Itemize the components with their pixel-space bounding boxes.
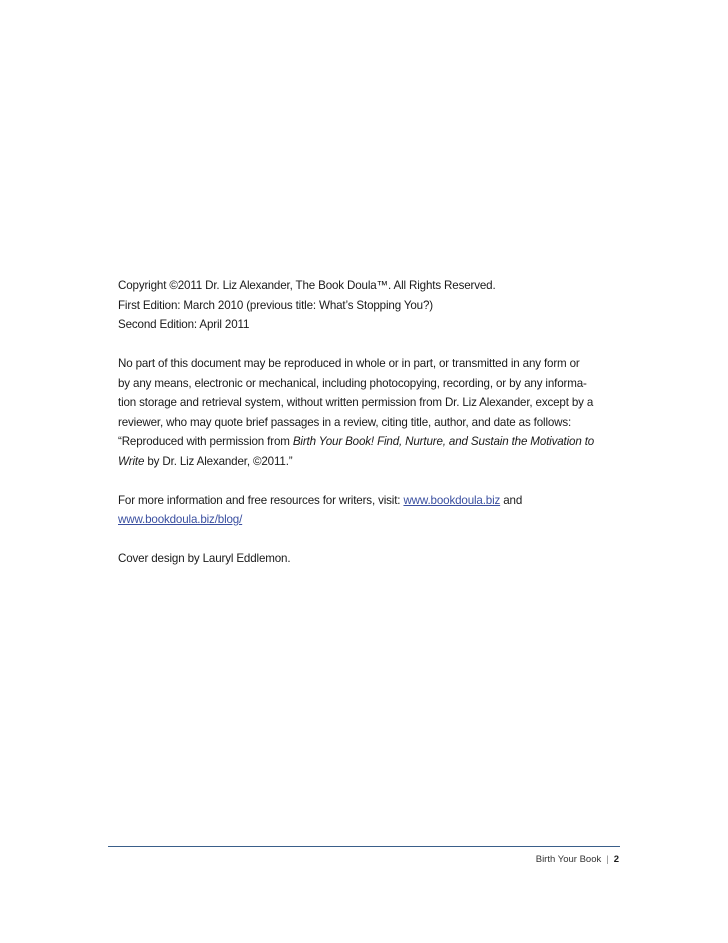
copyright-block — [118, 276, 618, 335]
footer-divider — [108, 846, 620, 847]
permission-line-6 — [118, 452, 618, 472]
more-info-middle: and — [500, 493, 523, 507]
copyright-line: Copyright ©2011 Dr. Liz Alexander, The Book Doula™. All Rights Reserved. — [118, 279, 496, 292]
page-footer — [536, 854, 619, 865]
more-info-line-1 — [118, 491, 618, 511]
page-body — [118, 276, 618, 569]
footer-book-title: Birth Your Book — [535, 854, 602, 865]
spacer — [118, 335, 618, 355]
citation-suffix: by Dr. Liz Alexander, ©2011.” — [144, 454, 293, 468]
permission-line-5 — [118, 432, 618, 452]
permission-line-2: by any means, electronic or mechanical, including photocopying, recording, or by any informa- — [118, 376, 587, 390]
website-link[interactable]: www.bookdoula.biz — [403, 493, 501, 507]
page-number: 2 — [613, 854, 619, 865]
cover-design-credit: Cover design by Lauryl Eddlemon. — [118, 552, 291, 565]
permission-block — [118, 354, 618, 471]
spacer — [118, 471, 618, 491]
book-title-italic-end: Write — [118, 454, 145, 468]
permission-line-4: reviewer, who may quote brief passages in a review, citing title, author, and date as follows: — [118, 415, 572, 429]
spacer — [118, 530, 618, 550]
blog-link[interactable]: www.bookdoula.biz/blog/ — [118, 513, 243, 526]
permission-line-3: tion storage and retrieval system, without written permission from Dr. Liz Alexander, except by a — [118, 396, 594, 409]
permission-line-1: No part of this document may be reproduced in whole or in part, or transmitted in any form or — [118, 357, 580, 370]
book-title-italic: Birth Your Book! Find, Nurture, and Sustain the Motivation to — [292, 435, 595, 448]
more-info-line-2 — [118, 510, 618, 530]
citation-prefix: “Reproduced with permission from — [118, 435, 293, 448]
more-info-prefix: For more information and free resources for writers, visit: — [118, 493, 404, 507]
more-info-block — [118, 491, 618, 530]
second-edition-line: Second Edition: April 2011 — [118, 318, 250, 331]
footer-separator: | — [606, 854, 609, 865]
first-edition-line: First Edition: March 2010 (previous title: What’s Stopping You?) — [118, 298, 433, 312]
